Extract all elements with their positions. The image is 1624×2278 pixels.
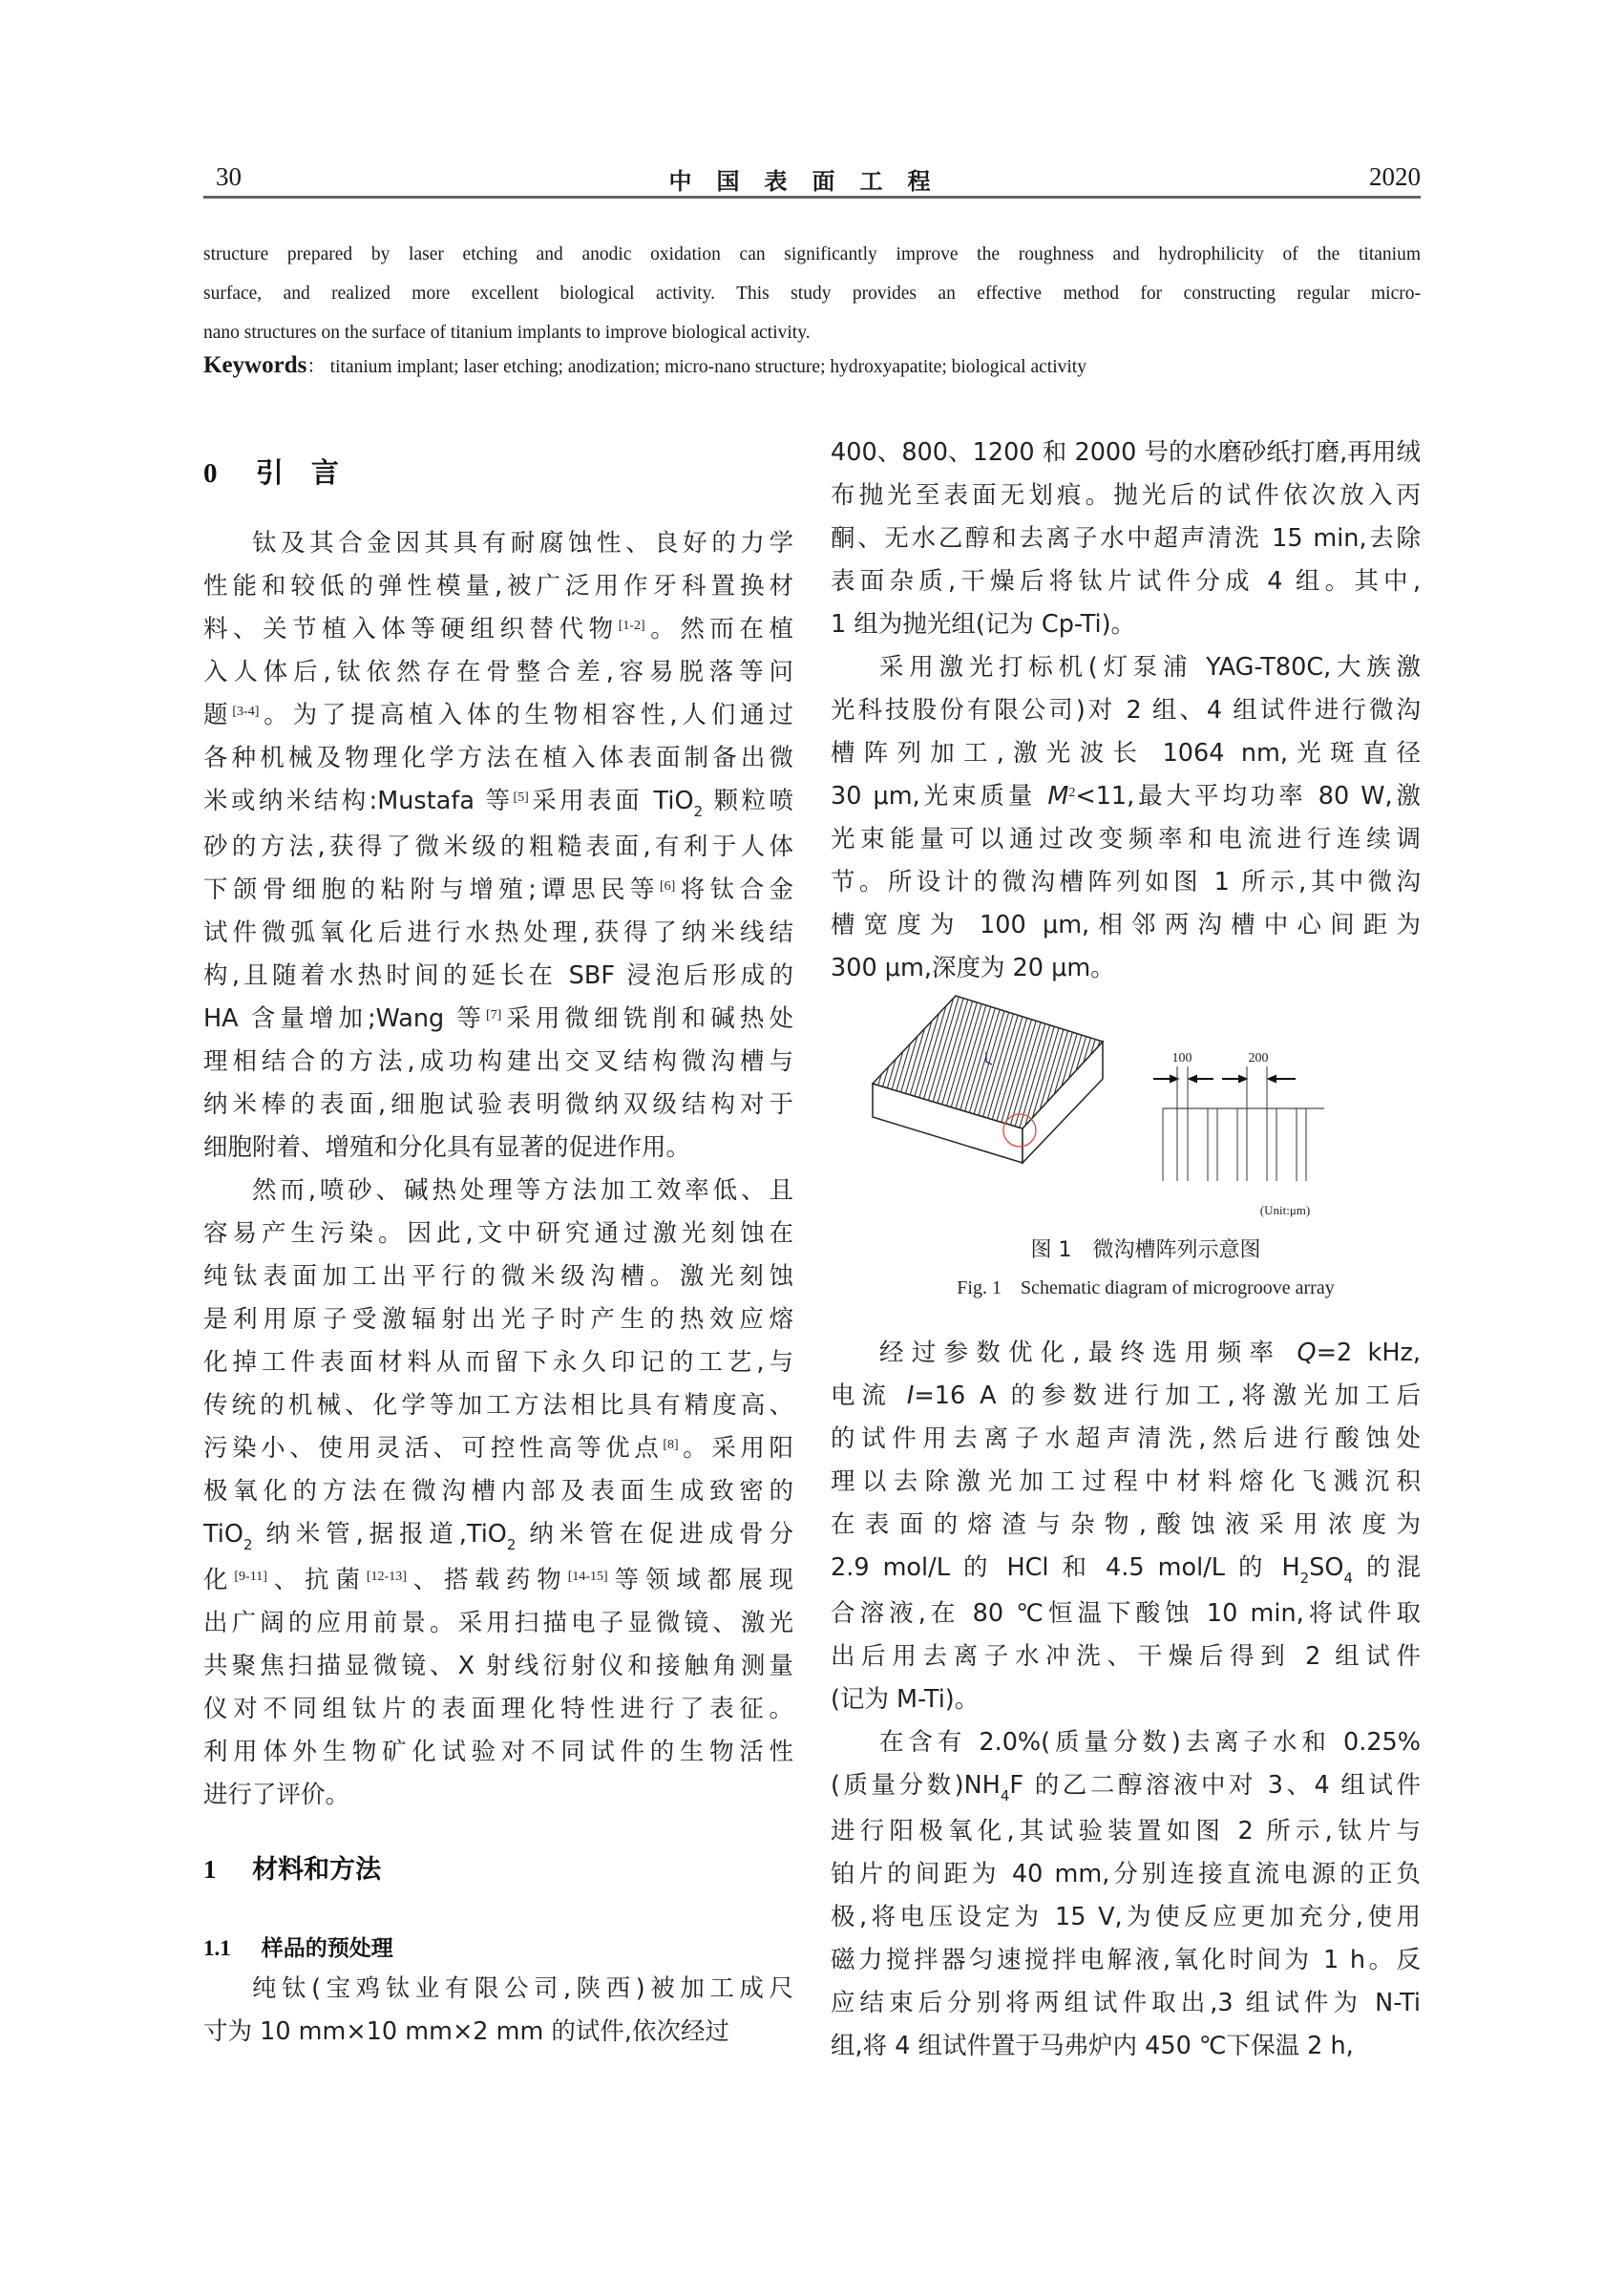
text-line: 表面杂质,干燥后将钛片试件分成 4 组。其中,	[831, 567, 1421, 596]
text-line: 出后用去离子水冲洗、干燥后得到 2 组试件	[831, 1642, 1421, 1671]
text-line: 共聚焦扫描显微镜、X 射线衍射仪和接触角测量	[203, 1652, 793, 1680]
text-line: 光科技股份有限公司)对 2 组、4 组试件进行微沟	[831, 696, 1421, 725]
section-number: 1	[203, 1855, 217, 1884]
subsection-heading-pretreatment	[203, 1930, 793, 1968]
text-line: 纯钛(宝鸡钛业有限公司,陕西)被加工成尺	[252, 1974, 793, 2003]
text-line: 1 组为抛光组(记为 Cp-Ti)。	[831, 610, 1136, 639]
text-line: 槽阵列加工,激光波长 1064 nm,光斑直径	[831, 739, 1421, 768]
paragraph	[203, 522, 793, 1170]
dim-label-200: 200	[1248, 1051, 1269, 1065]
paragraph	[831, 432, 1421, 646]
paragraph	[203, 1170, 793, 1817]
left-column	[203, 449, 793, 2054]
text-line: 进行阳极氧化,其试验装置如图 2 所示,钛片与	[831, 1817, 1421, 1846]
text-line: 化[9-11]、抗菌[12-13]、搭载药物[14-15]等领域都展现	[203, 1566, 793, 1594]
text-line: 的试件用去离子水超声清洗,然后进行酸蚀处	[831, 1424, 1421, 1453]
text-line: (质量分数)$NH_4F$ 的乙二醇溶液中对 3、4 组试件	[831, 1771, 1421, 1804]
abstract-line: nano structures on the surface of titanium implants to improve biological activity.	[203, 323, 811, 343]
paragraph	[831, 646, 1421, 990]
microgroove-diagram	[859, 993, 1432, 1232]
text-line: 电流 I=16 A 的参数进行加工,将激光加工后	[831, 1382, 1422, 1410]
text-line: 光束能量可以通过改变频率和电流进行连续调	[831, 825, 1421, 854]
text-line: 应结束后分别将两组试件取出,3 组试件为 N-Ti	[831, 1989, 1421, 2017]
text-line: 400、800、1200 和 2000 号的水磨砂纸打磨,再用绒	[831, 438, 1421, 467]
text-line: 纯钛表面加工出平行的微米级沟槽。激光刻蚀	[203, 1262, 793, 1291]
text-line: 槽宽度为 100 μm,相邻两沟槽中心间距为	[831, 911, 1421, 939]
header-rule	[203, 196, 1421, 199]
paragraph	[203, 1968, 793, 2054]
groove-hatch-line	[859, 993, 883, 1146]
keywords-separator: ：	[306, 357, 326, 377]
dim-label-100: 100	[1171, 1051, 1192, 1065]
text-line: 出广阔的应用前景。采用扫描电子显微镜、激光	[203, 1609, 793, 1637]
section-heading-intro	[203, 449, 793, 496]
text-line: 入人体后,钛依然存在骨整合差,容易脱落等问	[203, 658, 793, 686]
abstract-en	[203, 235, 1421, 352]
text-line: 钛及其合金因其具有耐腐蚀性、良好的力学	[252, 529, 793, 558]
right-column	[831, 432, 1421, 990]
section-title: 引 言	[255, 456, 339, 489]
text-line: 化掉工件表面材料从而留下永久印记的工艺,与	[203, 1348, 793, 1377]
text-line: 节。所设计的微沟槽阵列如图 1 所示,其中微沟	[831, 868, 1421, 896]
text-line: 细胞附着、增殖和分化具有显著的促进作用。	[203, 1133, 691, 1162]
section-number: 1.1	[203, 1936, 231, 1960]
text-line: HA 含量增加;Wang 等[7]采用微细铣削和碱热处	[203, 1004, 793, 1033]
text-line: 纳米棒的表面,细胞试验表明微纳双级结构对于	[203, 1090, 793, 1119]
text-line: 理相结合的方法,成功构建出交叉结构微沟槽与	[203, 1047, 793, 1076]
text-line: 极氧化的方法在微沟槽内部及表面生成致密的	[203, 1477, 793, 1506]
text-line: 下颌骨细胞的粘附与增殖;谭思民等[6]将钛合金	[203, 875, 793, 904]
text-line: 是利用原子受激辐射出光子时产生的热效应熔	[203, 1305, 793, 1334]
section-title: 材料和方法	[252, 1855, 382, 1885]
groove-hatch-line	[1104, 993, 1151, 1146]
text-line: 然而,喷砂、碱热处理等方法加工效率低、且	[252, 1176, 793, 1205]
text-line: 在表面的熔渣与杂物,酸蚀液采用浓度为	[831, 1510, 1421, 1539]
groove-hatch-line	[1099, 993, 1147, 1146]
groove-hatch-line	[1113, 993, 1161, 1146]
groove-hatch-line	[1124, 993, 1171, 1146]
text-line: 极,将电压设定为 15 V,为使反应更加充分,使用	[831, 1903, 1421, 1931]
journal-year: 2020	[1369, 162, 1421, 191]
text-line: TiO$_2$ 纳米管,据报道,TiO$_2$ 纳米管在促进成骨分	[203, 1520, 794, 1553]
abstract-line: structure prepared by laser etching and anodic oxidation can significantly improve the roughness and hydrophilicity of the titanium	[203, 244, 1421, 264]
text-line: 2.9 mol/L 的 HCl 和 4.5 mol/L 的 $H_2SO_4$ 的混	[831, 1553, 1421, 1587]
text-line: 利用体外生物矿化试验对不同试件的生物活性	[203, 1738, 793, 1766]
text-line: 砂的方法,获得了微米级的粗糙表面,有利于人体	[203, 833, 793, 861]
cross-section	[1153, 1051, 1324, 1217]
keywords	[203, 351, 1421, 379]
keywords-label: Keywords	[203, 352, 307, 378]
section-title: 样品的预处理	[261, 1936, 393, 1961]
keywords-list: titanium implant; laser etching; anodization; micro-nano structure; hydroxyapatite; biological activity	[329, 357, 1086, 377]
dimension-arrows	[1153, 1076, 1296, 1082]
groove-hatch-line	[1119, 993, 1167, 1146]
paragraph	[831, 1332, 1421, 1721]
text-line: 寸为 10 mm×10 mm×2 mm 的试件,依次经过	[203, 2017, 730, 2046]
text-line: 磁力搅拌器匀速搅拌电解液,氧化时间为 1 h。反	[831, 1946, 1421, 1974]
text-line: 铂片的间距为 40 mm,分别连接直流电源的正负	[831, 1860, 1421, 1888]
figure-caption-cn: 图 1 微沟槽阵列示意图	[1030, 1238, 1261, 1262]
text-line: 在含有 2.0%(质量分数)去离子水和 0.25%	[879, 1728, 1421, 1757]
groove-lines	[1163, 1066, 1306, 1181]
text-line: 进行了评价。	[203, 1781, 350, 1809]
page-number: 30	[216, 162, 242, 191]
figure-caption-en: Fig. 1 Schematic diagram of microgroove array	[957, 1277, 1335, 1298]
text-line: 污染小、使用灵活、可控性高等优点[8]。采用阳	[203, 1434, 793, 1463]
groove-hatch-line	[1108, 993, 1156, 1146]
text-line: (记为 M-Ti)。	[831, 1685, 980, 1714]
figure-1	[859, 993, 1432, 1318]
text-line: 仪对不同组钛片的表面理化特性进行了表征。	[203, 1695, 793, 1723]
abstract-line: surface, and realized more excellent biological activity. This study provides an effective method for constructing regular micro-	[203, 284, 1421, 304]
text-line: 传统的机械、化学等加工方法相比具有精度高、	[203, 1391, 793, 1420]
text-line: 料、关节植入体等硬组织替代物[1-2]。然而在植	[203, 615, 793, 643]
text-line: 酮、无水乙醇和去离子水中超声清洗 15 min,去除	[831, 524, 1421, 553]
text-line: 合溶液,在 80 ℃恒温下酸蚀 10 min,将试件取	[831, 1599, 1421, 1628]
right-column-continued	[831, 1332, 1421, 2068]
text-line: 构,且随着水热时间的延长在 SBF 浸泡后形成的	[203, 961, 793, 990]
text-line: 各种机械及物理化学方法在植入体表面制备出微	[203, 744, 793, 772]
text-line: 试件微弧氧化后进行水热处理,获得了纳米线结	[203, 918, 793, 947]
text-line: 米或纳米结构:Mustafa 等[5]采用表面 TiO$_2$ 颗粒喷	[203, 787, 794, 820]
text-line: 题[3-4]。为了提高植入体的生物相容性,人们通过	[203, 701, 793, 729]
text-line: 性能和较低的弹性模量,被广泛用作牙科置换材	[203, 572, 793, 601]
block-3d	[859, 993, 1171, 1163]
text-line: 容易产生污染。因此,文中研究通过激光刻蚀在	[203, 1219, 793, 1248]
text-line: 布抛光至表面无划痕。抛光后的试件依次放入丙	[831, 481, 1421, 510]
text-line: 300 μm,深度为 20 μm。	[831, 954, 1115, 982]
groove-hatch-line	[859, 993, 878, 1146]
text-line: 理以去除激光加工过程中材料熔化飞溅沉积	[831, 1467, 1421, 1496]
section-number: 0	[203, 458, 218, 489]
text-line: 组,将 4 组试件置于马弗炉内 450 ℃下保温 2 h,	[831, 2032, 1354, 2060]
unit-label: (Unit:μm)	[1259, 1203, 1311, 1217]
text-line: 30 μm,光束质量 $M^2<11$,最大平均功率 80 W,激	[831, 782, 1421, 811]
section-heading-methods	[203, 1846, 793, 1893]
journal-title: 中国表面工程	[668, 168, 956, 195]
groove-hatch-line	[859, 993, 888, 1146]
paragraph	[831, 1721, 1421, 2068]
text-line: 采用激光打标机(灯泵浦 YAG-T80C,大族激	[879, 653, 1421, 682]
text-line: 经过参数优化,最终选用频率 Q=2 kHz,	[879, 1339, 1421, 1367]
